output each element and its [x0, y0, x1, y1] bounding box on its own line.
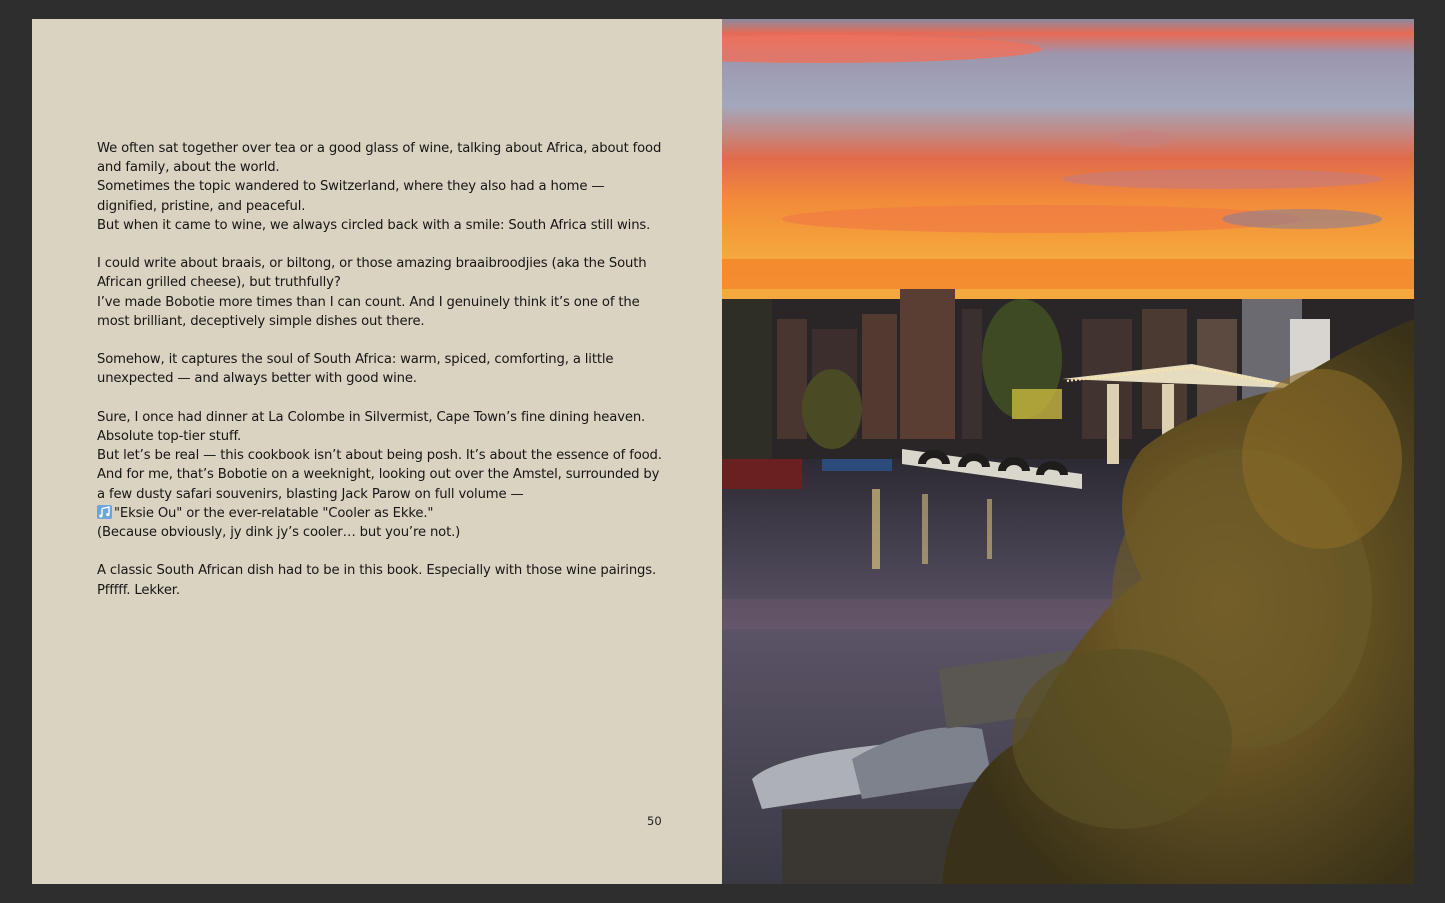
text-line: But let’s be real — this cookbook isn’t about being posh. It’s about the essence of food. — [97, 448, 662, 464]
text-line: (Because obviously, jy dink jy’s cooler… but you’re not.) — [97, 525, 461, 541]
page-number: 50 — [647, 814, 662, 828]
text-line: I’ve made Bobotie more times than I can count. And I genuinely think it’s one of the most brilliant, deceptively simple dishes out there. — [97, 294, 640, 329]
paragraph — [97, 561, 667, 599]
body-text — [97, 139, 667, 619]
text-line: Sometimes the topic wandered to Switzerland, where they also had a home — dignified, pristine, and peaceful. — [97, 179, 605, 214]
book-spread — [32, 19, 1414, 884]
music-note-icon — [97, 505, 112, 519]
text-line: A classic South African dish had to be in this book. Especially with those wine pairings. — [97, 563, 657, 579]
text-line: We often sat together over tea or a good glass of wine, talking about Africa, about food and family, about the world. — [97, 141, 662, 176]
text-line: Sure, I once had dinner at La Colombe in Silvermist, Cape Town’s fine dining heaven. Absolute top-tier stuff. — [97, 409, 646, 444]
text-line: I could write about braais, or biltong, or those amazing braaibroodjies (aka the South African grilled cheese), but truthfully? — [97, 256, 647, 291]
song-titles: "Eksie Ou" or the ever-relatable "Cooler as Ekke." — [114, 505, 434, 521]
right-page-photo — [722, 19, 1414, 884]
text-line: Pfffff. Lekker. — [97, 582, 180, 598]
text-line: Somehow, it captures the soul of South Africa: warm, spiced, comforting, a little unexpected — and always better with good wine. — [97, 352, 614, 387]
paragraph — [97, 254, 667, 331]
paragraph — [97, 139, 667, 235]
sunset-canal-bridge-photo — [722, 19, 1414, 884]
paragraph — [97, 350, 667, 388]
music-line — [97, 504, 667, 523]
paragraph — [97, 408, 667, 542]
text-line: But when it came to wine, we always circled back with a smile: South Africa still wins. — [97, 217, 651, 233]
text-line: And for me, that’s Bobotie on a weeknight, looking out over the Amstel, surrounded by a few dusty safari souvenirs, blasting Jack Parow on full volume — — [97, 467, 660, 502]
left-page — [32, 19, 722, 884]
